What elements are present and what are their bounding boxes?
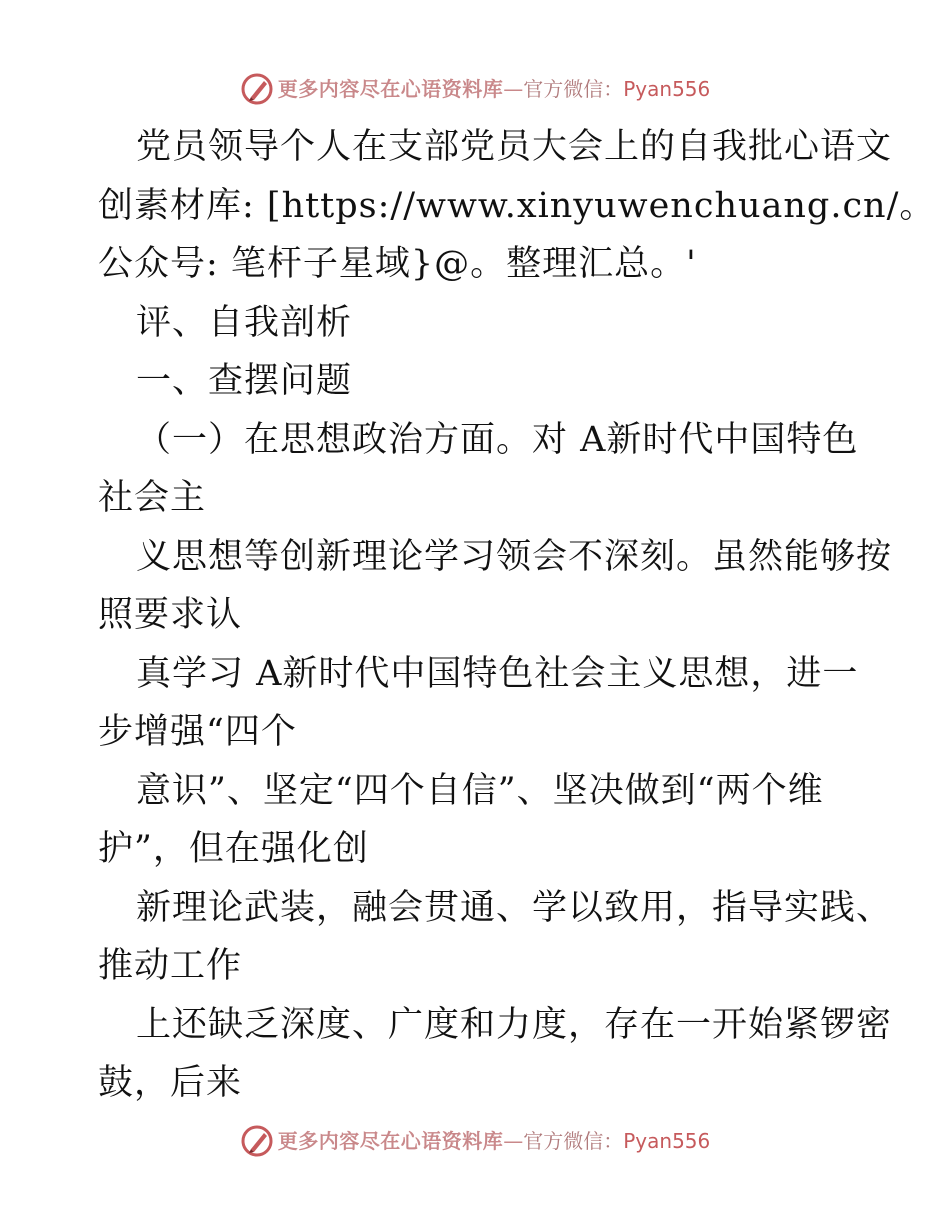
text-line: 一、查摆问题 [136,361,353,401]
text-line: 鼓，后来 [98,1063,243,1103]
text-line: 义思想等创新理论学习领会不深刻。虽然能够按 [136,536,893,577]
text-line: 步增强“四个 [98,712,297,752]
watermark-wechat-label: 官方微信： [523,1129,624,1153]
watermark-wechat-id: Pyan556 [623,77,711,101]
text-line: 评、自我剖析 [136,302,353,343]
text-line: 公众号: 笔杆子星域}@。整理汇总。' [98,244,697,284]
watermark-wechat-id: Pyan556 [623,1129,711,1153]
text-line: 新理论武装，融会贯通、学以致用，指导实践、 [136,887,893,928]
watermark-dash: — [503,1129,524,1153]
watermark-main-text: 更多内容尽在心语资料库 [277,1129,504,1153]
footer-watermark [0,1124,950,1158]
text-line: 照要求认 [98,595,243,635]
text-line: 真学习 A新时代中国特色社会主义思想，进一 [136,653,859,694]
text-line: 党员领导个人在支部党员大会上的自我批心语文 [136,127,893,167]
document-body [98,118,936,1113]
text-line: 意识”、坚定“四个自信”、坚决做到“两个维 [136,770,824,811]
watermark-main-text: 更多内容尽在心语资料库 [277,77,504,101]
pen-logo-icon [240,72,274,106]
pen-logo-icon [240,1124,274,1158]
text-line: 社会主 [98,478,207,518]
watermark-wechat-label: 官方微信： [523,77,624,101]
watermark-dash: — [503,77,524,101]
text-line: 创素材库: [https://www.xinyuwenchuang.cn/。 [98,185,936,226]
text-line: 推动工作 [98,946,243,986]
text-line: （一）在思想政治方面。对 A新时代中国特色 [136,419,859,460]
text-line: 护”，但在强化创 [98,829,369,869]
text-line: 上还缺乏深度、广度和力度，存在一开始紧锣密 [136,1004,893,1045]
header-watermark [0,72,950,106]
